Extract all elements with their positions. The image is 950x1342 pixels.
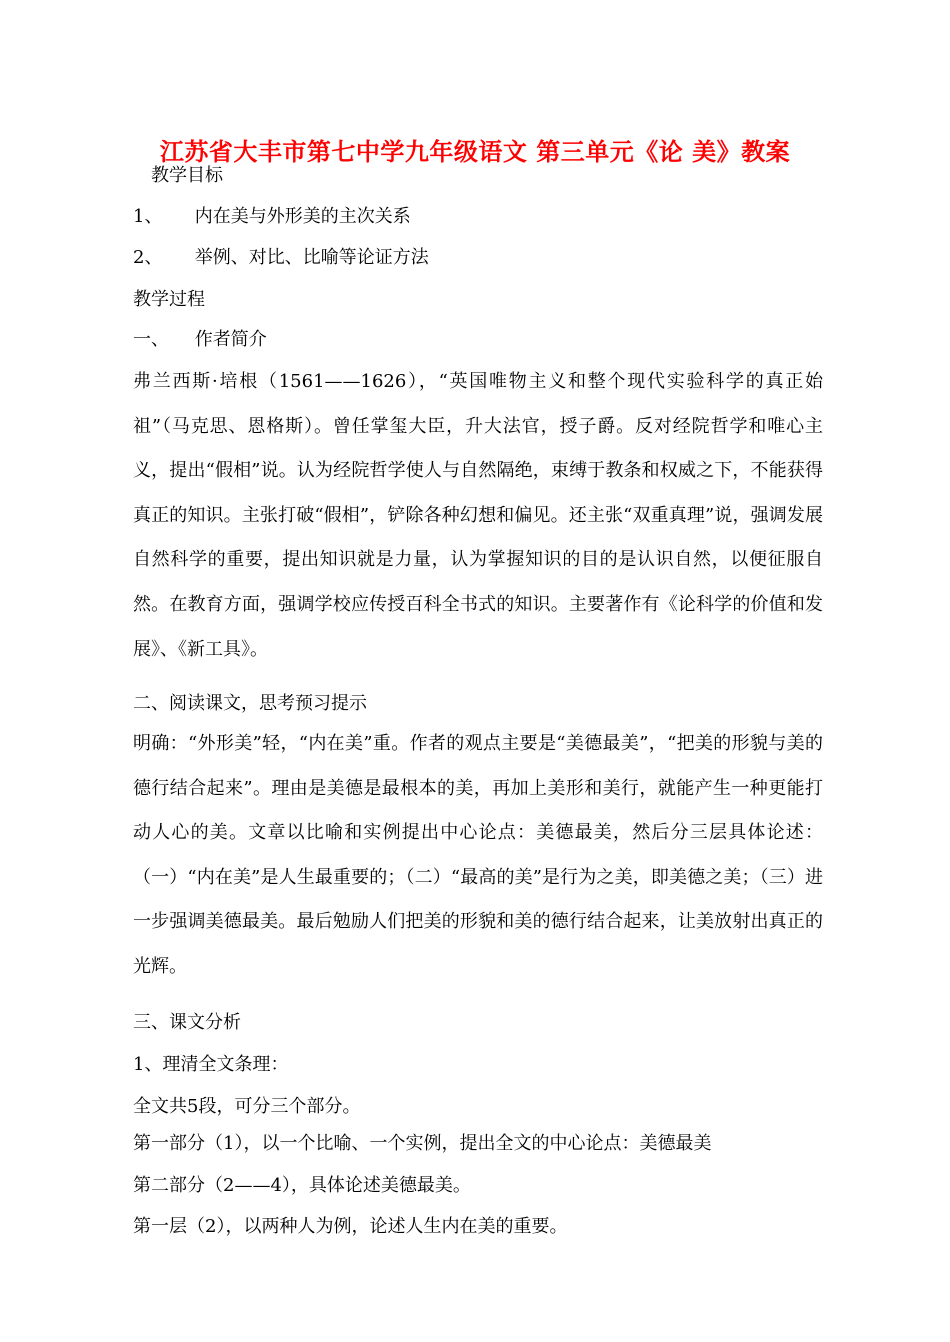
section-heading-analysis: 三、课文分析 (133, 1012, 241, 1033)
structure-line: 第二部分（2——4），具体论述美德最美。 (133, 1175, 471, 1196)
structure-line: 第一部分（1），以一个比喻、一个实例，提出全文的中心论点：美德最美 (133, 1133, 712, 1154)
objectives-heading: 教学目标 (151, 165, 223, 186)
structure-line: 全文共5段，可分三个部分。 (133, 1096, 361, 1117)
structure-line: 第一层（2），以两种人为例，论述人生内在美的重要。 (133, 1216, 568, 1237)
author-intro-paragraph: 弗兰西斯·培根（1561——1626），“英国唯物主义和整个现代实验科学的真正始祖”（马克思、恩格斯）。曾任掌玺大臣，升大法官，授子爵。反对经院哲学和唯心主义，提出“假相”说。认为经院哲学使人与自然隔绝，束缚于教条和权威之下，不能获得真正的知识。主张打破“假相”，铲除各种幻想和偏见。还主张“双重真理”说，强调发展自然科学的重要，提出知识就是力量，认为掌握知识的目的是认识自然，以便征服自然。在教育方面，强调学校应传授百科全书式的知识。主要著作有《论科学的价值和发展》、《新工具》。 (133, 371, 823, 660)
section-heading-author (133, 328, 267, 352)
objective-number: 2、 (133, 247, 163, 268)
objective-text: 内在美与外形美的主次关系 (194, 206, 411, 227)
section-heading-reading: 二、阅读课文，思考预习提示 (133, 693, 367, 714)
section-number: 一、 (133, 329, 169, 350)
clarify-paragraph: 明确：“外形美”轻，“内在美”重。作者的观点主要是“美德最美”，“把美的形貌与美的德行结合起来”。理由是美德是最根本的美，再加上美形和美行，就能产生一种更能打动人心的美。文章以比喻和实例提出中心论点：美德最美，然后分三层具体论述：（一）“内在美”是人生最重要的；（二）“最高的美”是行为之美，即美德之美；（三）进一步强调美德最美。最后勉励人们把美的形貌和美的德行结合起来，让美放射出真正的光辉。 (133, 733, 823, 977)
objective-item-2 (133, 246, 429, 270)
section-heading-text: 作者简介 (194, 329, 267, 350)
subsection-heading-structure: 1、理清全文条理： (133, 1054, 289, 1075)
objective-number: 1、 (133, 206, 163, 227)
objective-text: 举例、对比、比喻等论证方法 (194, 247, 429, 268)
document-title: 江苏省大丰市第七中学九年级语文 第三单元《论 美》教案 (159, 137, 791, 166)
process-heading: 教学过程 (133, 289, 205, 310)
objective-item-1 (133, 205, 411, 229)
